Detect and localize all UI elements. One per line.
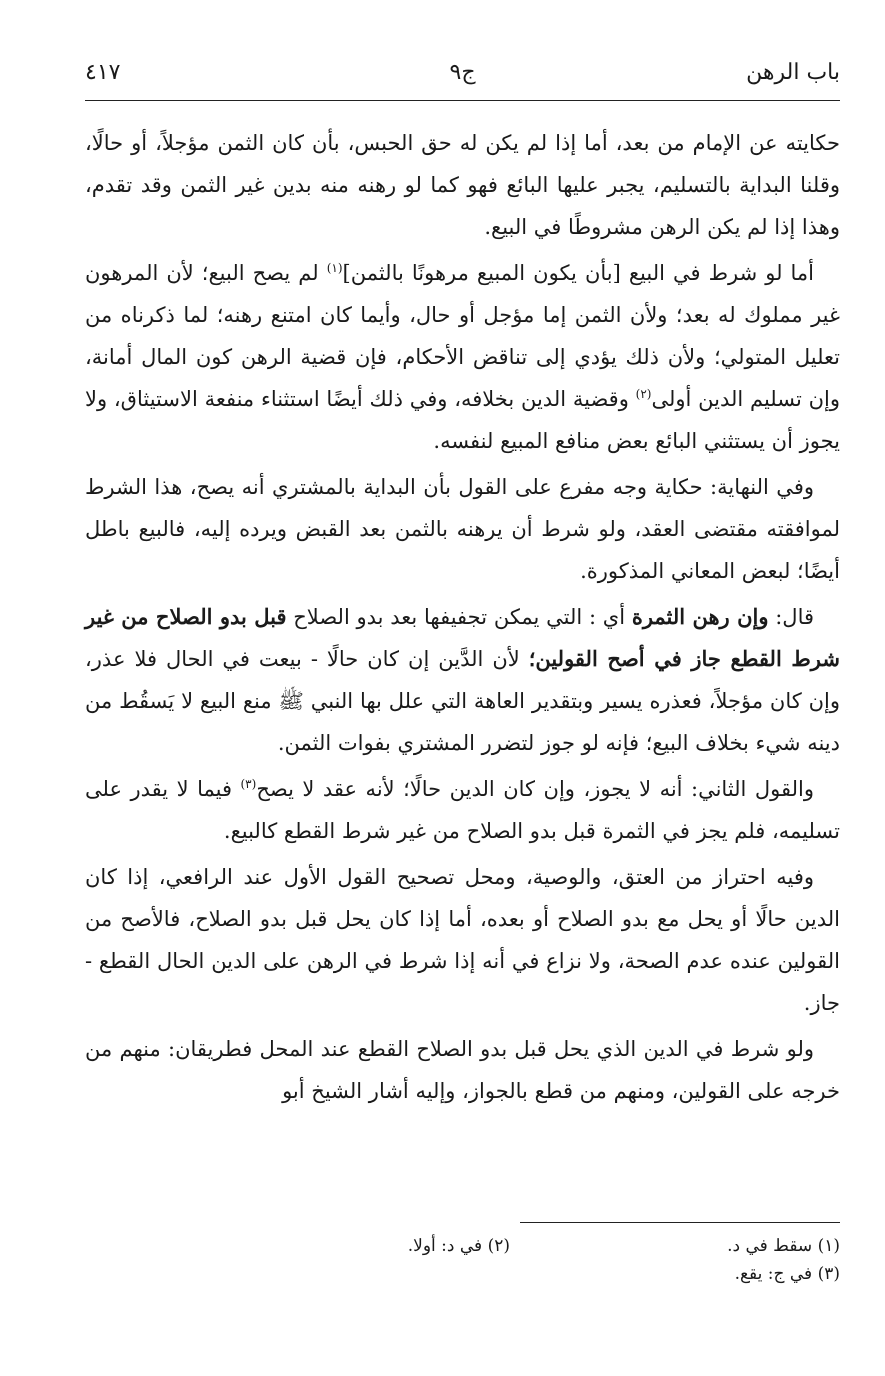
- footnote-ref-2: (٢): [635, 387, 652, 401]
- paragraph-5-text-a: والقول الثاني: أنه لا يجوز، وإن كان الدين حالًا؛ لأنه عقد لا يصح: [256, 777, 814, 801]
- paragraph-5: [85, 768, 840, 852]
- paragraph-5-text-b: فيما لا يقدر على تسليمه، فلم يجز في الثمرة قبل بدو الصلاح من غير شرط القطع كالبيع.: [85, 777, 840, 843]
- footnote-ref-1: (١): [326, 261, 343, 275]
- paragraph-4-text-c: لأن الدَّين إن كان حالًا - بيعت في الحال فلا عذر، وإن كان مؤجلاً، فعذره يسير وبتقدير العاهة التي علل بها النبي ﷺ منع البيع لا يَسقُط من دينه شيء بخلاف البيع؛ فإنه لو جوز لتضرر المشتري بفوات الثمن.: [85, 647, 840, 755]
- footnote-2: (٢) في د: أولا.: [407, 1236, 510, 1256]
- paragraph-6: وفيه احتراز من العتق، والوصية، ومحل تصحيح القول الأول عند الرافعي، إذا كان الدين حالًا أو يحل مع بدو الصلاح أو بعده، أما إذا كان يحل قبل بدو الصلاح، فالأصح من القولين عنده عدم الصحة، ولا نزاع في أنه إذا شرط في الرهن على الدين الحال القطع - جاز.: [85, 865, 840, 1015]
- paragraph-2-text-c: وقضية الدين بخلافه، وفي ذلك أيضًا استثناء منفعة الاستيثاق، ولا يجوز أن يستثني البائع بعض منافع المبيع لنفسه.: [85, 387, 840, 453]
- paragraph-1: حكايته عن الإمام من بعد، أما إذا لم يكن له حق الحبس، بأن كان الثمن مؤجلاً، أو حالًا، وقلنا البداية بالتسليم، يجبر عليها البائع فهو كما لو رهنه منه بدين غير الثمن وقد تقدم، وهذا إذا لم يكن الرهن مشروطًا في البيع.: [85, 131, 840, 239]
- footnote-1: (١) سقط في د.: [727, 1236, 840, 1256]
- paragraph-4-text-b: أي : التي يمكن تجفيفها بعد بدو الصلاح: [286, 605, 632, 629]
- paragraph-2: [85, 252, 840, 462]
- footnote-ref-3: (٣): [240, 777, 257, 791]
- header-rule: [85, 100, 840, 101]
- paragraph-7: ولو شرط في الدين الذي يحل قبل بدو الصلاح القطع عند المحل فطريقان: منهم من خرجه على القولين، ومنهم من قطع بالجواز، وإليه أشار الشيخ أبو: [85, 1037, 840, 1103]
- paragraph-3: وفي النهاية: حكاية وجه مفرع على القول بأن البداية بالمشتري أنه يصح، هذا الشرط لموافقته مقتضى العقد، ولو شرط أن يرهنه بالثمن بعد القبض ويرده إليه، فالبيع باطل أيضًا؛ لبعض المعاني المذكورة.: [85, 475, 840, 583]
- paragraph-4: [85, 596, 840, 764]
- volume-label: ج٩: [449, 60, 476, 85]
- body-text: [85, 122, 840, 1116]
- page-number: ٤١٧: [85, 60, 121, 85]
- footnote-3: (٣) في ج: يقع.: [734, 1264, 840, 1284]
- footnote-separator: [520, 1222, 840, 1223]
- matn-text-1: وإن رهن الثمرة: [631, 604, 769, 629]
- section-title: باب الرهن: [746, 60, 840, 85]
- running-header: [85, 60, 840, 96]
- paragraph-2-text-b: لم يصح البيع؛ لأن المرهون غير مملوك له بعد؛ ولأن الثمن إما مؤجل أو حال، وأيما كان امتنع رهنه؛ لما ذكرناه من تعليل المتولي؛ ولأن ذلك يؤدي إلى تناقض الأحكام، فإن قضية الرهن كون المال أمانة، وإن تسليم الدين أولى: [85, 261, 840, 411]
- paragraph-2-text-a: أما لو شرط في البيع [بأن يكون المبيع مرهونًا بالثمن]: [342, 261, 814, 285]
- paragraph-4-text-a: قال:: [768, 605, 815, 629]
- matn-text-2: قبل بدو الصلاح من غير شرط القطع جاز في أصح القولين؛: [85, 604, 840, 671]
